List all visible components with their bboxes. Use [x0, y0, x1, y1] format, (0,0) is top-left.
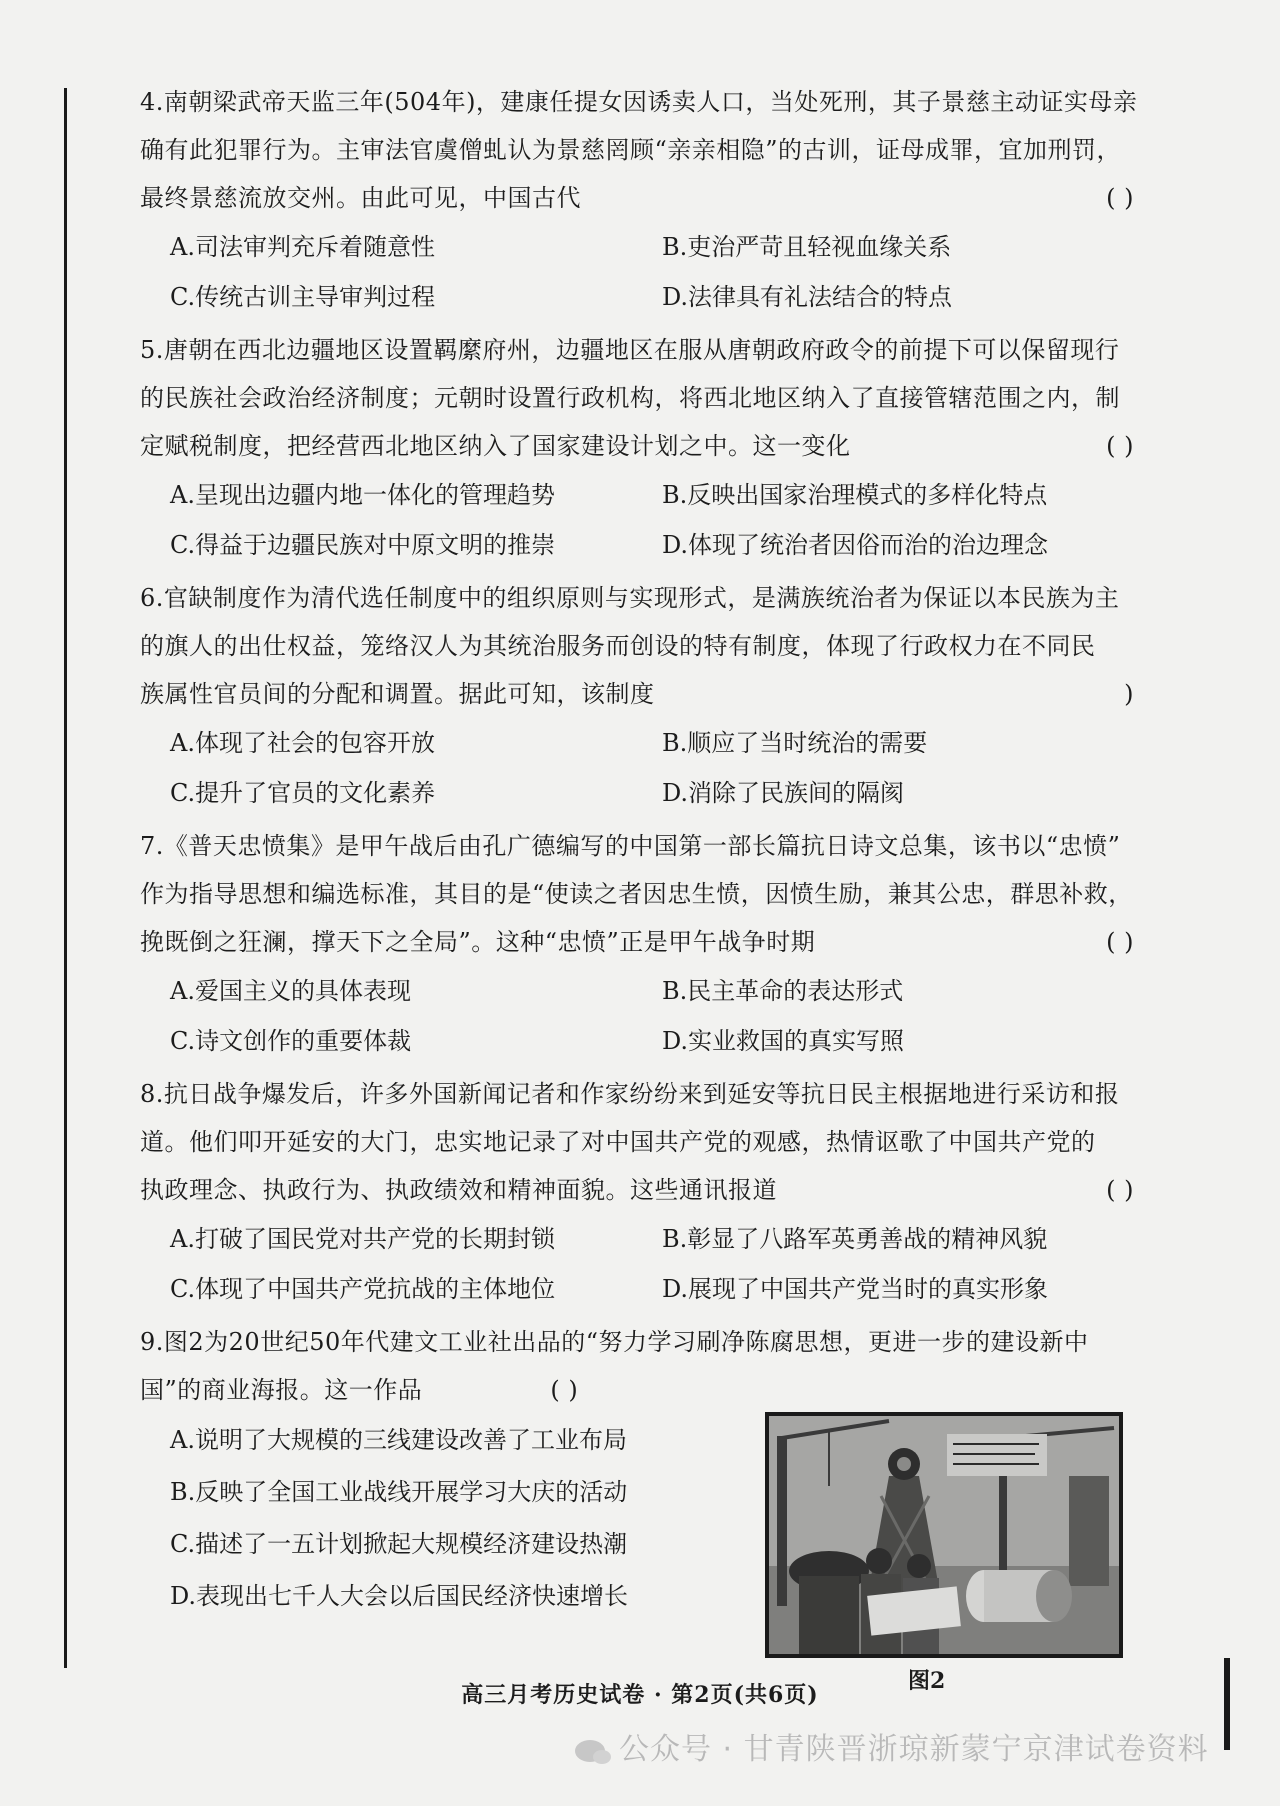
- question-stem-text: 4.南朝梁武帝天监三年(504年)，建康任提女因诱卖人口，当处死刑，其子景慈主动证实母亲: [140, 88, 1138, 116]
- question-5: [140, 326, 1140, 570]
- option-a: A.打破了国民党对共产党的长期封锁: [170, 1225, 555, 1253]
- answer-paren: ( ): [550, 1376, 579, 1404]
- option-b: B.反映了全国工业战线开展学习大庆的活动: [170, 1478, 628, 1506]
- question-stem-text: 的旗人的出仕权益，笼络汉人为其统治服务而创设的特有制度，体现了行政权力在不同民: [140, 632, 1096, 660]
- question-stem-line: [140, 1366, 740, 1414]
- poster-figure: [765, 1412, 1123, 1658]
- question-stem-text: 道。他们叩开延安的大门，忠实地记录了对中国共产党的观感，热情讴歌了中国共产党的: [140, 1128, 1096, 1156]
- option-b: B.彰显了八路军英勇善战的精神风貌: [662, 1225, 1048, 1253]
- option-a: A.司法审判充斥着随意性: [170, 233, 435, 261]
- option-c: C.描述了一五计划掀起大规模经济建设热潮: [170, 1530, 628, 1558]
- option-d: D.表现出七千人大会以后国民经济快速增长: [170, 1582, 629, 1610]
- watermark: [575, 1724, 1209, 1768]
- answer-paren: ( ): [1106, 432, 1134, 460]
- question-stem-text: 8.抗日战争爆发后，许多外国新闻记者和作家纷纷来到延安等抗日民主根据地进行采访和报: [140, 1080, 1120, 1108]
- page-footer: 高三月考历史试卷 · 第2页(共6页): [461, 1682, 819, 1708]
- question-stem-line: [140, 918, 1140, 966]
- margin-line: [64, 88, 67, 1668]
- question-stem-line: [140, 870, 1140, 918]
- option-d: D.消除了民族间的隔阂: [662, 779, 905, 807]
- question-list: [140, 78, 1140, 1314]
- question-stem-line: [140, 1166, 1140, 1214]
- poster-illustration: [769, 1416, 1119, 1654]
- option-d: D.展现了中国共产党当时的真实形象: [662, 1275, 1049, 1303]
- answer-paren: ( ): [1106, 184, 1134, 212]
- question-stem-text: 定赋税制度，把经营西北地区纳入了国家建设计划之中。这一变化: [140, 432, 851, 460]
- question-7: [140, 822, 1140, 1066]
- question-stem-text: 作为指导思想和编选标准，其目的是“使读之者因忠生愤，因愤生励，兼其公忠，群思补救，: [140, 880, 1133, 908]
- question-stem-text: 7.《普天忠愤集》是甲午战后由孔广德编写的中国第一部长篇抗日诗文总集，该书以“忠愤”: [140, 832, 1121, 860]
- option-b: B.吏治严苛且轻视血缘关系: [662, 233, 952, 261]
- question-stem-text: 国”的商业海报。这一作品: [140, 1376, 423, 1404]
- question-9-left-column: [140, 1366, 740, 1622]
- option-a: A.体现了社会的包容开放: [170, 729, 435, 757]
- option-a: A.爱国主义的具体表现: [170, 977, 411, 1005]
- question-stem-line: [140, 422, 1140, 470]
- option-c: C.提升了官员的文化素养: [170, 779, 436, 807]
- options-grid: [140, 1214, 1140, 1314]
- option-a: A.呈现出边疆内地一体化的管理趋势: [170, 481, 555, 509]
- option-a: A.说明了大规模的三线建设改善了工业布局: [170, 1426, 627, 1454]
- question-9: [140, 1318, 1140, 1694]
- question-stem-line: [140, 574, 1140, 622]
- question-stem-line: [140, 1118, 1140, 1166]
- question-stem-line: [140, 374, 1140, 422]
- question-6: [140, 574, 1140, 818]
- questions-area: [140, 78, 1140, 1694]
- answer-paren: ( ): [1106, 928, 1134, 956]
- question-stem-text: 执政理念、执政行为、执政绩效和精神面貌。这些通讯报道: [140, 1176, 777, 1204]
- question-4: [140, 78, 1140, 322]
- watermark-text: 公众号 · 甘青陕晋浙琼新蒙宁京津试卷资料: [619, 1732, 1209, 1767]
- question-stem-line: [140, 822, 1140, 870]
- question-stem-line: [140, 126, 1140, 174]
- question-stem-text: 挽既倒之狂澜，撑天下之全局”。这种“忠愤”正是甲午战争时期: [140, 928, 816, 956]
- options-grid: [140, 718, 1140, 818]
- question-stem-text: 最终景慈流放交州。由此可见，中国古代: [140, 184, 581, 212]
- option-d: D.实业救国的真实写照: [662, 1027, 905, 1055]
- question-8: [140, 1070, 1140, 1314]
- answer-paren: ): [1124, 680, 1134, 708]
- option-c: C.体现了中国共产党抗战的主体地位: [170, 1275, 556, 1303]
- wechat-icon: [575, 1740, 605, 1762]
- options-grid: [140, 222, 1140, 322]
- question-stem-line: 9.图2为20世纪50年代建文工业社出品的“努力学习刷净陈腐思想，更进一步的建设新中: [140, 1328, 1089, 1356]
- option-d: D.体现了统治者因俗而治的治边理念: [662, 531, 1049, 559]
- figure-caption: 图2: [908, 1668, 946, 1694]
- question-stem-text: 6.官缺制度作为清代选任制度中的组织原则与实现形式，是满族统治者为保证以本民族为主: [140, 584, 1120, 612]
- question-stem-text: 确有此犯罪行为。主审法官虞僧虬认为景慈罔顾“亲亲相隐”的古训，证母成罪，宜加刑罚，: [140, 136, 1122, 164]
- option-d: D.法律具有礼法结合的特点: [662, 283, 953, 311]
- answer-paren: ( ): [1106, 1176, 1134, 1204]
- question-stem-line: [140, 670, 1140, 718]
- question-stem-line: [140, 1070, 1140, 1118]
- question-stem-text: 族属性官员间的分配和调置。据此可知，该制度: [140, 680, 655, 708]
- option-b: B.反映出国家治理模式的多样化特点: [662, 481, 1048, 509]
- question-stem-text: 5.唐朝在西北边疆地区设置羁縻府州，边疆地区在服从唐朝政府政令的前提下可以保留现行: [140, 336, 1120, 364]
- option-c: C.传统古训主导审判过程: [170, 283, 436, 311]
- options-grid: [140, 470, 1140, 570]
- question-stem-line: [140, 78, 1140, 126]
- options-grid: [140, 966, 1140, 1066]
- question-stem-line: [140, 174, 1140, 222]
- question-stem-line: [140, 622, 1140, 670]
- option-b: B.顺应了当时统治的需要: [662, 729, 928, 757]
- option-b: B.民主革命的表达形式: [662, 977, 904, 1005]
- option-c: C.诗文创作的重要体裁: [170, 1027, 412, 1055]
- question-stem-line: [140, 326, 1140, 374]
- question-stem-text: 的民族社会政治经济制度；元朝时设置行政机构，将西北地区纳入了直接管辖范围之内，制: [140, 384, 1120, 412]
- option-c: C.得益于边疆民族对中原文明的推崇: [170, 531, 556, 559]
